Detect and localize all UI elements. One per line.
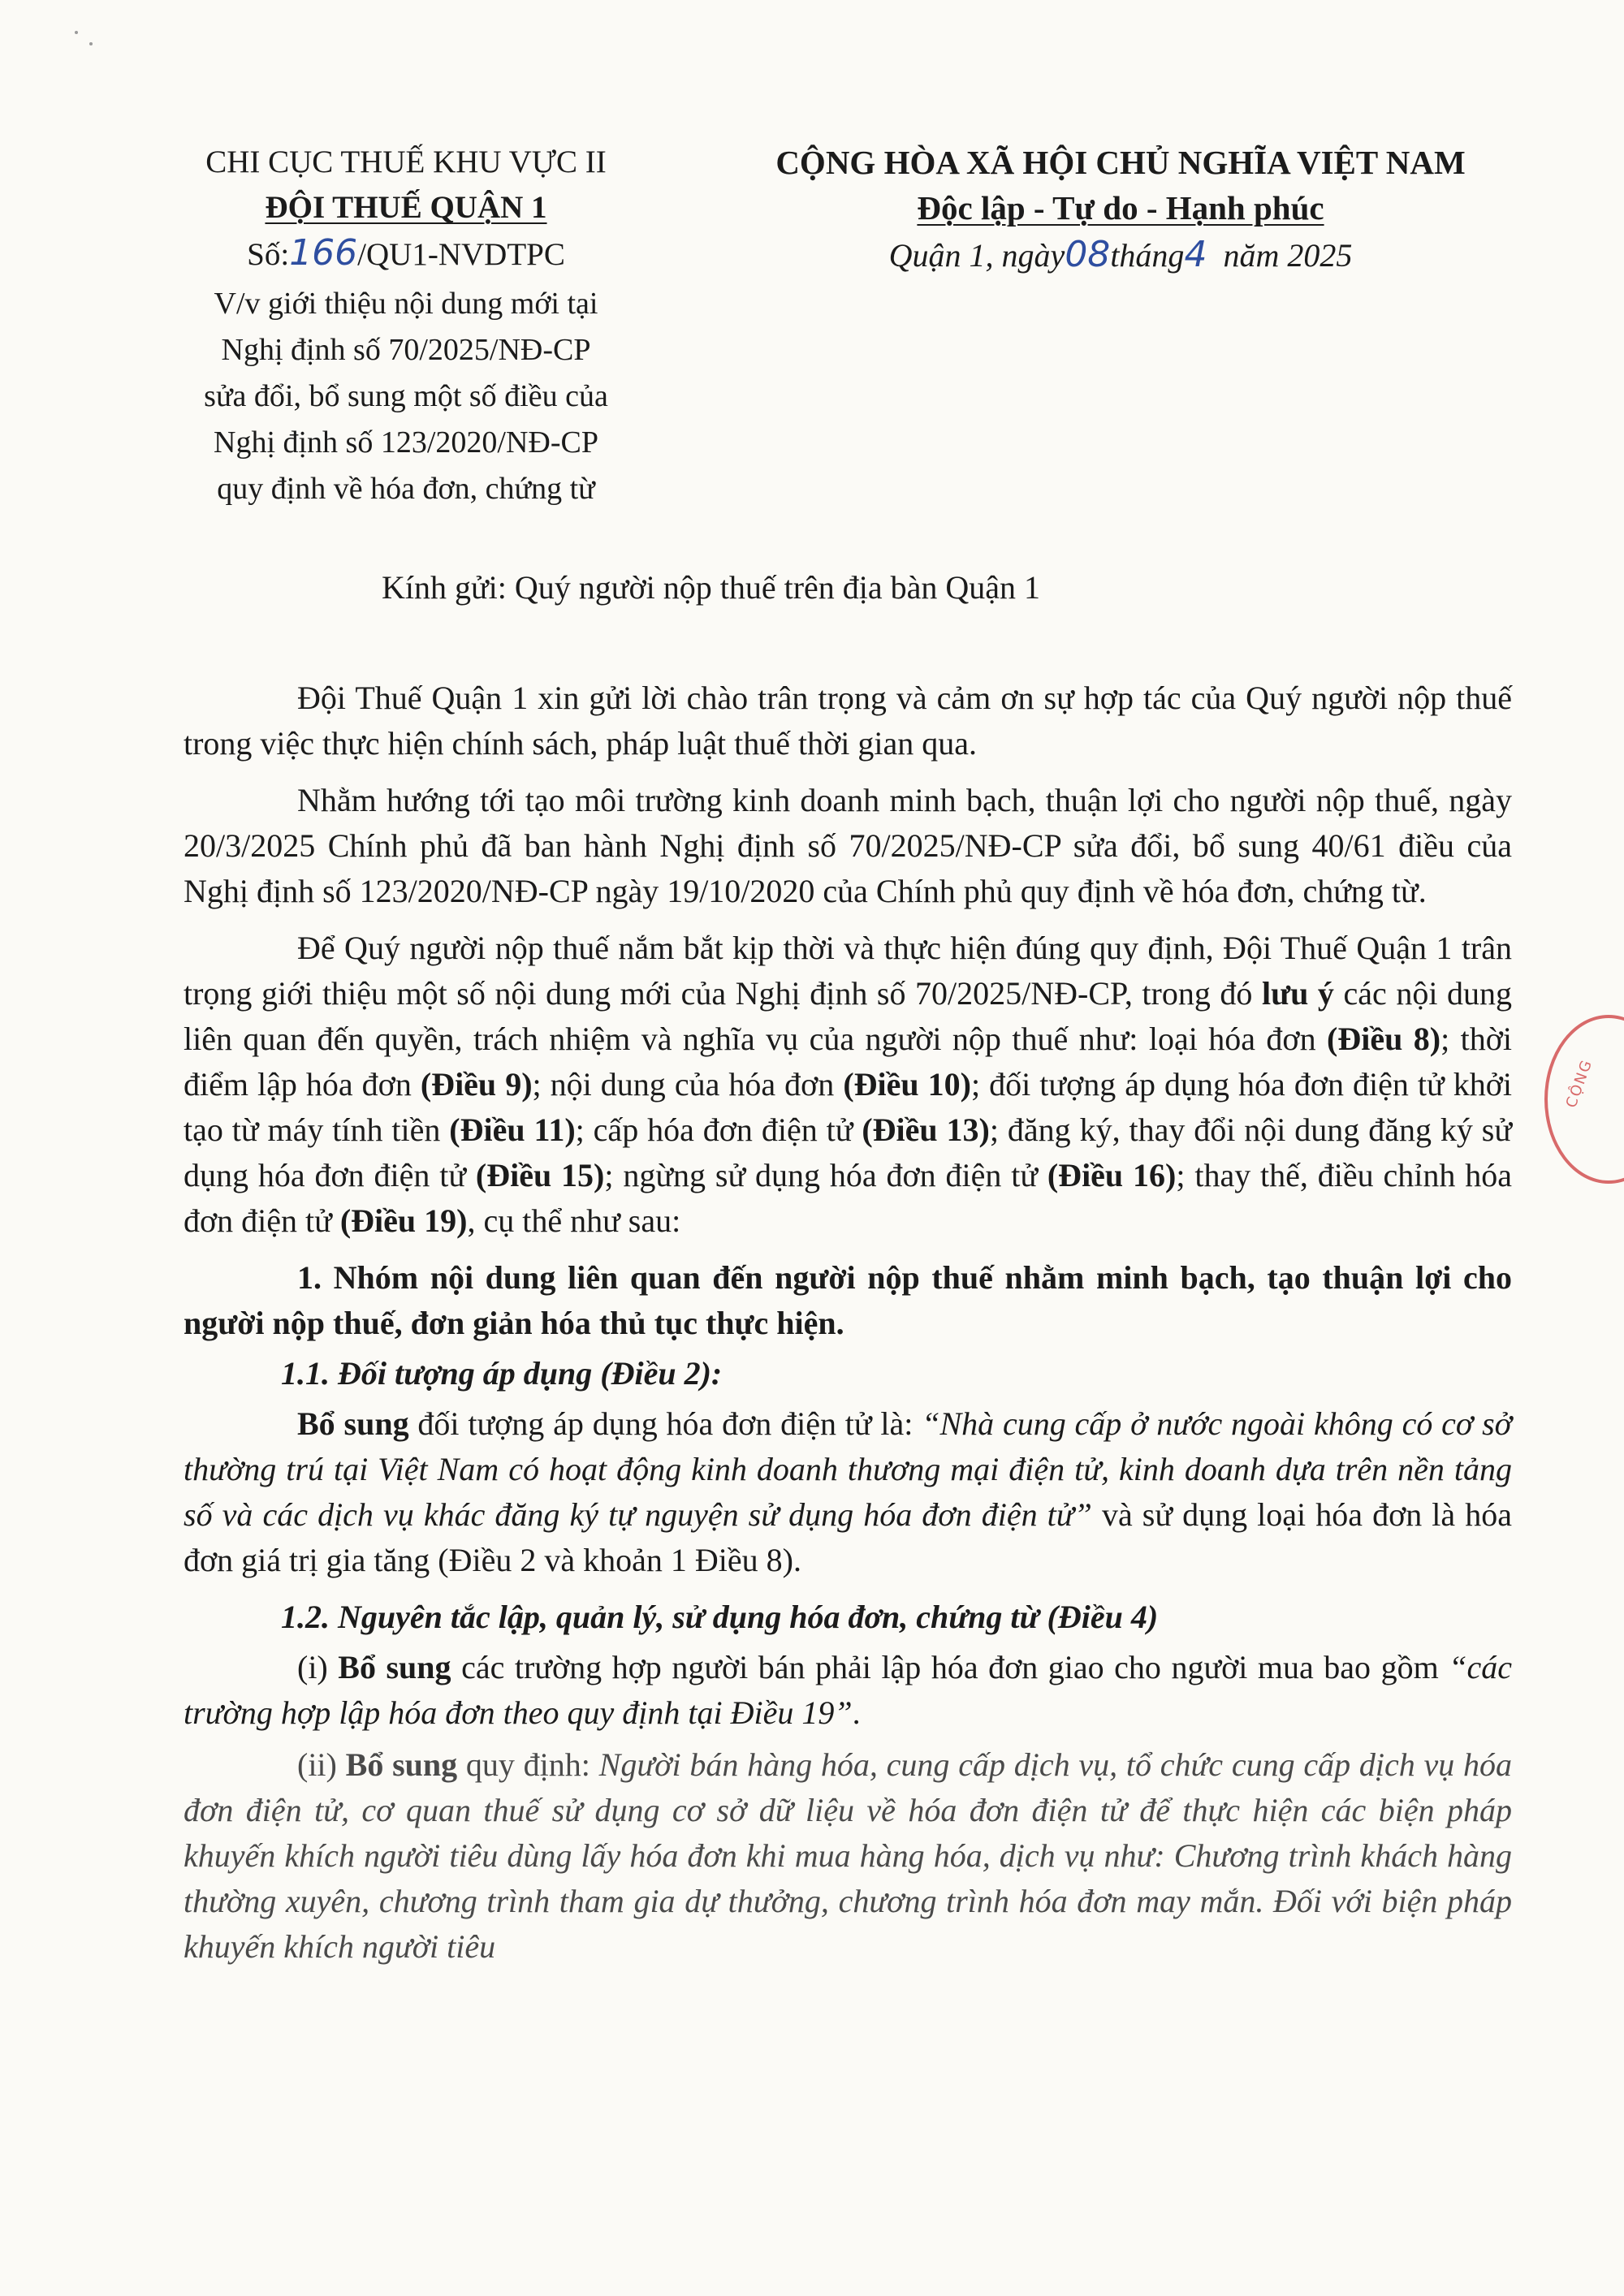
scan-speck (89, 42, 93, 45)
recipient-line: Kính gửi: Quý người nộp thuế trên địa bàn Quận 1 (382, 569, 1041, 606)
issue-date (715, 231, 1527, 280)
unit-name: ĐỘI THUẾ QUẬN 1 (265, 190, 547, 225)
text-run: các nội dung liên quan đến quyền, trách nhiệm và nghĩa vụ của người nộp thuế như: loại hóa đơn (184, 975, 1513, 1057)
section-heading-1-1: 1.1. Đối tượng áp dụng (Điều 2): (281, 1355, 723, 1392)
bold-run: (Điều 19) (339, 1202, 468, 1239)
paragraph-1: Đội Thuế Quận 1 xin gửi lời chào trân trọng và cảm ơn sự hợp tác của Quý người nộp thuế trong việc thực hiện chính sách, pháp luật thuế thời gian qua. (184, 680, 1512, 762)
bold-run: (Điều 11) (449, 1111, 576, 1148)
agency-name: CHI CỤC THUẾ KHU VỰC II (205, 145, 607, 179)
text-run: ; thay thế, điều chỉnh hóa đơn điện tử (184, 1157, 1512, 1239)
paragraph-1-2-ii (184, 1742, 1512, 1970)
paragraph-1-1 (184, 1401, 1512, 1583)
text-run: quy định: (457, 1746, 599, 1783)
bold-run: Bổ sung (345, 1746, 458, 1783)
text-run: và sử dụng loại hóa đơn là hóa đơn giá trị gia tăng (Điều 2 và khoản 1 Điều 8). (184, 1496, 1512, 1578)
text-run: ; đăng ký, thay đổi nội dung đăng ký sử dụng hóa đơn điện tử (184, 1111, 1513, 1193)
text-run: ; ngừng sử dụng hóa đơn điện tử (604, 1157, 1047, 1193)
text-run: ; cấp hóa đơn điện tử (575, 1111, 862, 1148)
italic-run: Người bán hàng hóa, cung cấp dịch vụ, tổ chức cung cấp dịch vụ hóa đơn điện tử, cơ quan thuế sử dụng cơ sở dữ liệu về hóa đơn điện tử để thực hiện các biện pháp khuyến khích người tiêu dùng lấy hóa đơn khi mua hàng hóa, dịch vụ như: Chương trình khách hàng thường xuyên, chương trình tham gia dự thưởng, chương trình hóa đơn may mắn. Đối với biện pháp khuyến khích người tiêu (184, 1746, 1512, 1965)
date-place: Quận 1, ngày (888, 237, 1065, 274)
bold-run: (Điều 10) (843, 1066, 971, 1103)
handwritten-number: 166 (289, 232, 358, 274)
nation-title: CỘNG HÒA XÃ HỘI CHỦ NGHĨA VIỆT NAM (775, 144, 1466, 181)
section-heading-1-2: 1.2. Nguyên tắc lập, quản lý, sử dụng hóa đơn, chứng từ (Điều 4) (281, 1599, 1159, 1635)
date-month-label: tháng (1110, 237, 1185, 274)
text-run: ; đối tượng áp dụng hóa đơn điện tử khởi tạo từ máy tính tiền (184, 1066, 1512, 1148)
text-run: (ii) (297, 1746, 346, 1783)
text-run: , cụ thể như sau: (467, 1202, 681, 1239)
seal-text: CỘNG (1562, 1056, 1596, 1111)
bold-run: (Điều 16) (1047, 1157, 1177, 1193)
text-run: ; nội dung của hóa đơn (532, 1066, 844, 1103)
subject-block (146, 281, 666, 512)
subject-line: Nghị định số 70/2025/NĐ-CP (221, 333, 591, 367)
document-number (146, 231, 666, 278)
number-suffix: /QU1-NVDTPC (357, 237, 565, 272)
bold-run: (Điều 15) (475, 1157, 605, 1193)
subject-line: V/v giới thiệu nội dung mới tại (214, 287, 598, 321)
handwritten-day: 08 (1065, 234, 1111, 275)
bold-run: Bổ sung (297, 1405, 409, 1442)
text-run: ; thời điểm lập hóa đơn (184, 1021, 1512, 1103)
handwritten-month: 4 (1184, 234, 1207, 275)
text-run: Để Quý người nộp thuế nắm bắt kịp thời và thực hiện đúng quy định, Đội Thuế Quận 1 trân trọng giới thiệu một số nội dung mới của Nghị định số 70/2025/NĐ-CP, trong đó (184, 930, 1512, 1012)
date-year: năm 2025 (1223, 237, 1353, 274)
national-header (715, 140, 1527, 280)
text-run: các trường hợp người bán phải lập hóa đơn giao cho người mua bao gồm (451, 1649, 1449, 1685)
text-run: . (852, 1694, 861, 1731)
number-prefix: Số: (247, 237, 290, 272)
bold-run: (Điều 13) (862, 1111, 990, 1148)
bold-run: lưu ý (1262, 975, 1334, 1012)
issuer-header (146, 140, 666, 512)
paragraph-2: Nhằm hướng tới tạo môi trường kinh doanh minh bạch, thuận lợi cho người nộp thuế, ngày 20/3/2025 Chính phủ đã ban hành Nghị định số 70/2025/NĐ-CP sửa đổi, bổ sung 40/61 điều của Nghị định số 123/2020/NĐ-CP ngày 19/10/2020 của Chính phủ quy định về hóa đơn, chứng từ. (184, 782, 1512, 909)
italic-run: “Nhà cung cấp ở nước ngoài không có cơ sở thường trú tại Việt Nam có hoạt động kinh doanh thương mại điện tử, kinh doanh dựa trên nền tảng số và các dịch vụ khác đăng ký tự nguyện sử dụng hóa đơn điện tử” (184, 1405, 1513, 1533)
subject-line: sửa đổi, bổ sung một số điều của (204, 379, 608, 413)
section-heading-1: 1. Nhóm nội dung liên quan đến người nộp thuế nhằm minh bạch, tạo thuận lợi cho người nộp thuế, đơn giản hóa thủ tục thực hiện. (184, 1259, 1512, 1341)
paragraph-3 (184, 926, 1512, 1244)
italic-run: “các trường hợp lập hóa đơn theo quy định tại Điều 19” (184, 1649, 1512, 1731)
motto: Độc lập - Tự do - Hạnh phúc (917, 189, 1324, 227)
subject-line: Nghị định số 123/2020/NĐ-CP (214, 425, 598, 460)
red-seal-stamp (1544, 1015, 1624, 1184)
text-run: đối tượng áp dụng hóa đơn điện tử là: (408, 1405, 922, 1442)
bold-run: Bổ sung (338, 1649, 451, 1685)
scan-speck (75, 31, 78, 34)
letter-body (184, 675, 1512, 1981)
paragraph-1-2-i (184, 1645, 1512, 1736)
subject-line: quy định về hóa đơn, chứng từ (217, 472, 595, 506)
bold-run: (Điều 9) (420, 1066, 533, 1103)
bold-run: (Điều 8) (1327, 1021, 1441, 1057)
text-run: (i) (297, 1649, 339, 1685)
